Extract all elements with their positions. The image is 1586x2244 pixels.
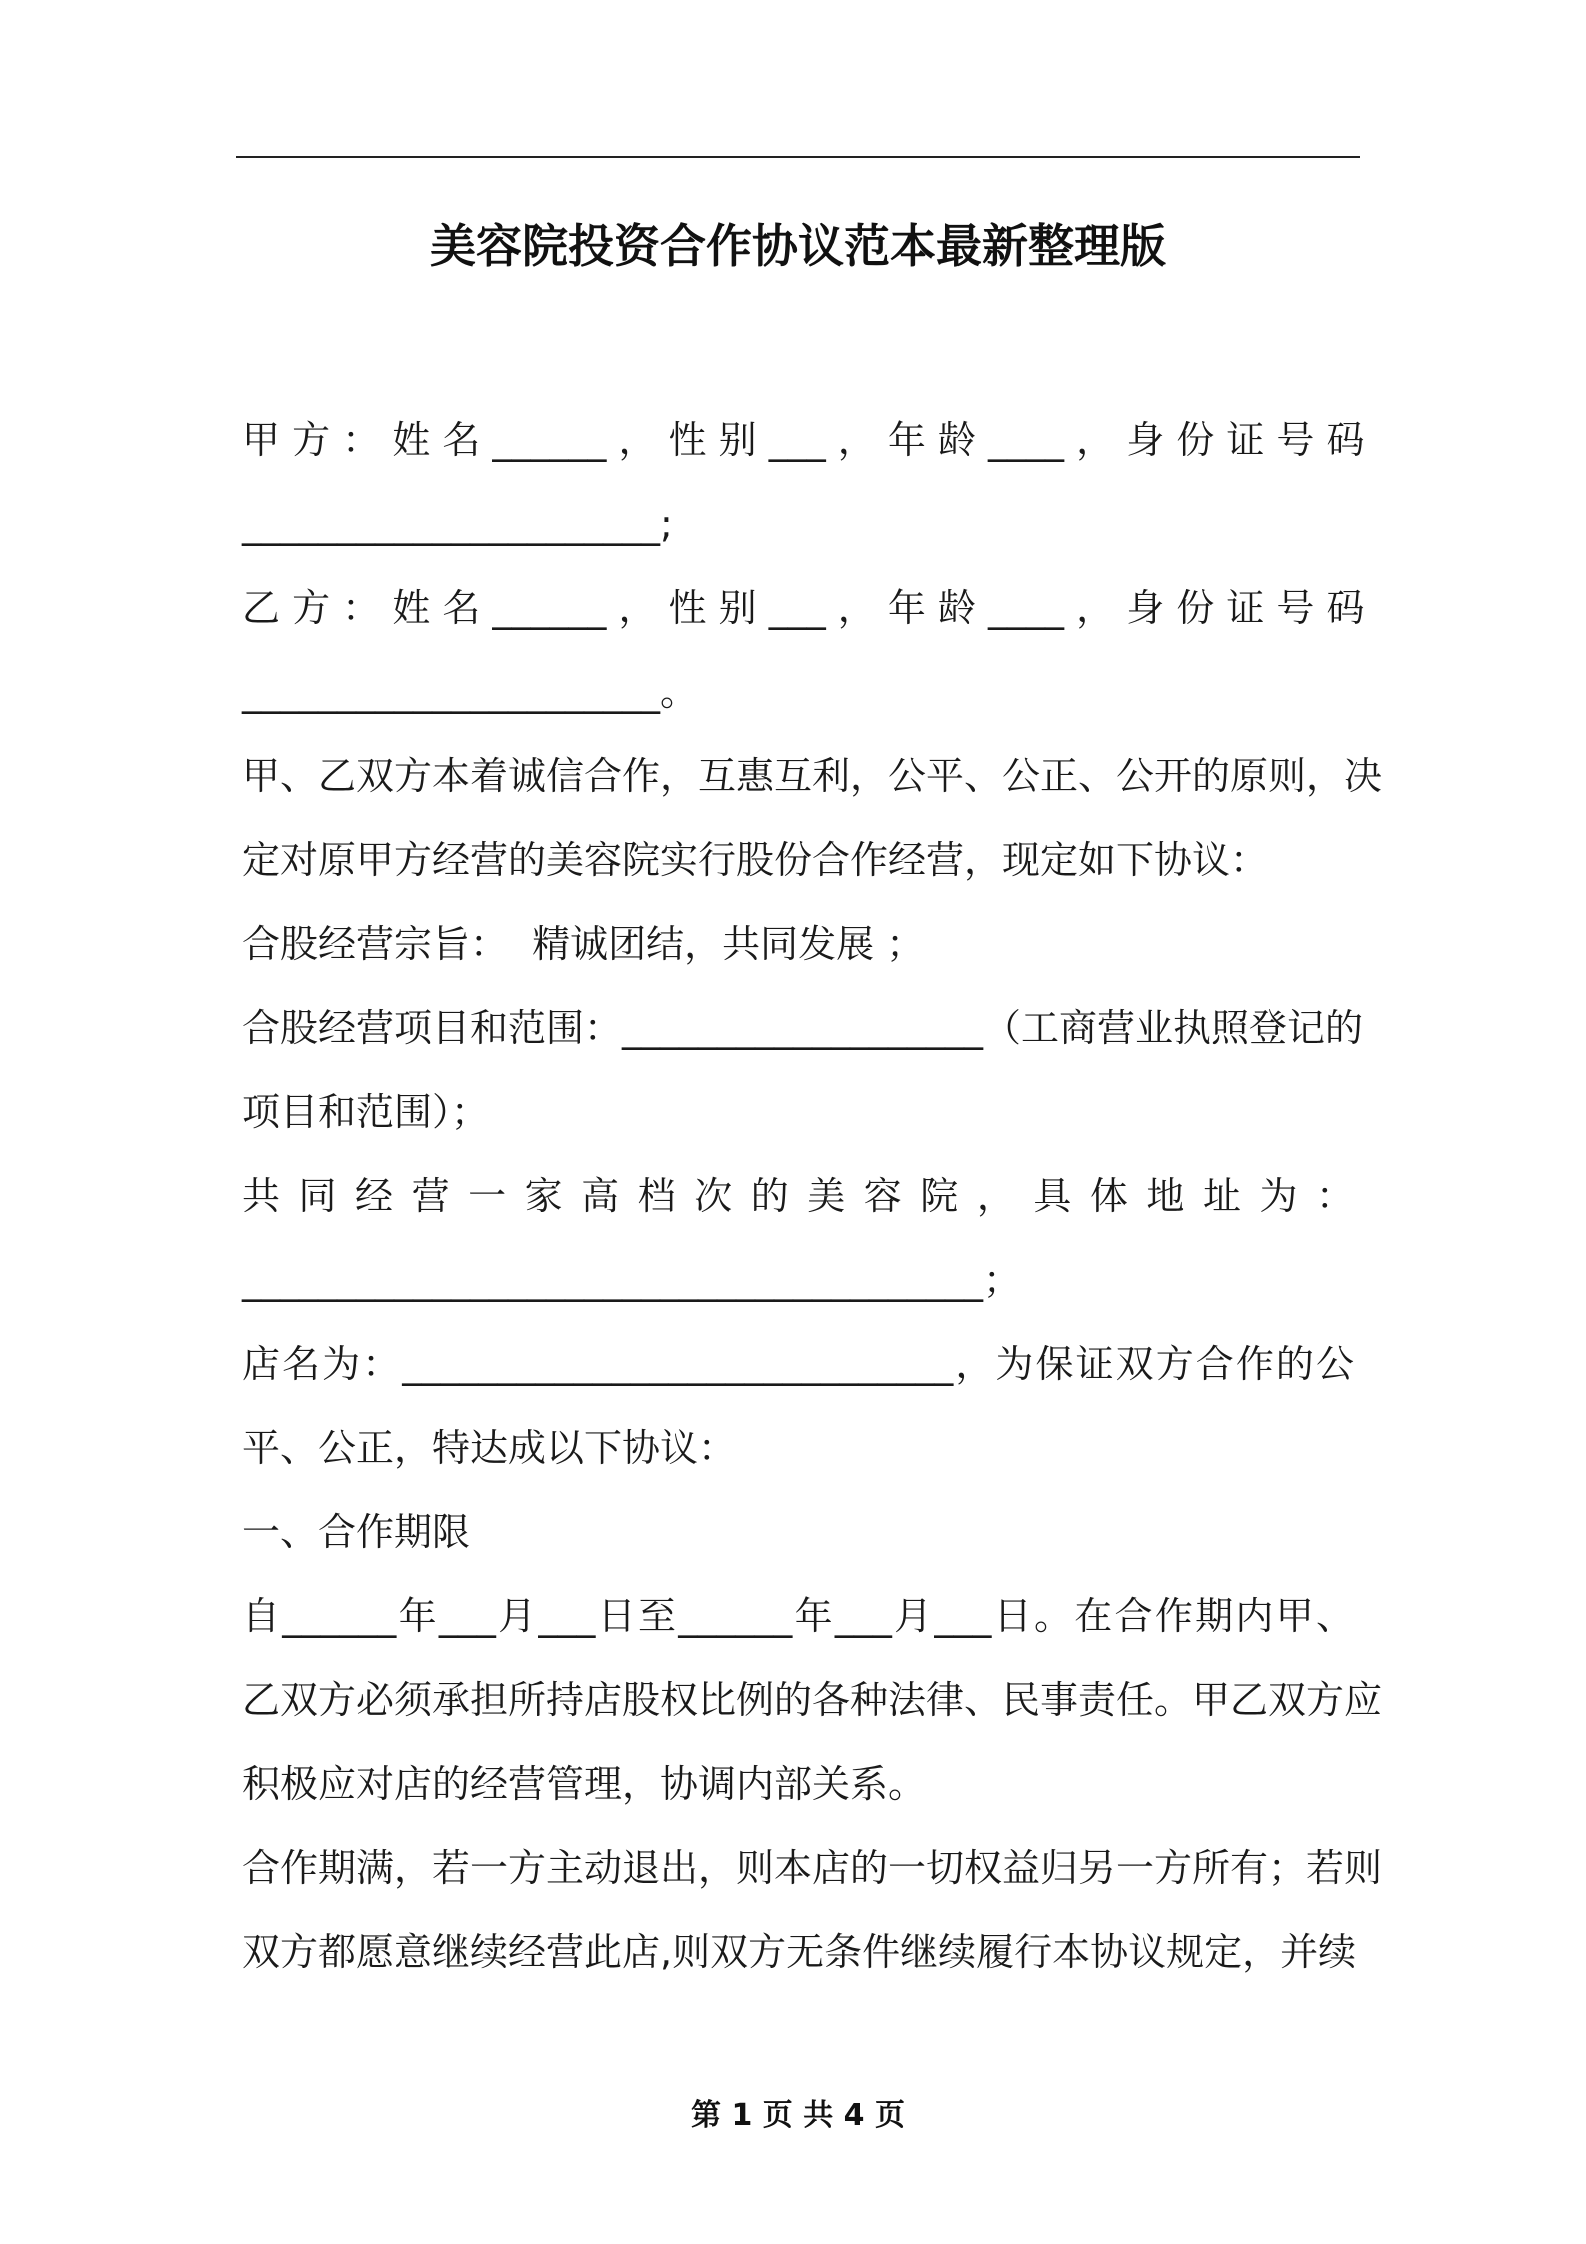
scope-line: 合股经营项目和范围：___________________（工商营业执照登记的 (242, 1006, 1364, 1050)
paragraph-line: 合作期满，若一方主动退出，则本店的一切权益归另一方所有；若则 (242, 1846, 1383, 1890)
purpose-line: 合股经营宗旨： 精诚团结，共同发展 ； (242, 922, 925, 966)
section-heading: 一、合作期限 (242, 1510, 471, 1554)
address-line: 共 同 经 营 一 家 高 档 次 的 美 容 院 ， 具 体 地 址 为 ： (242, 1174, 1354, 1218)
paragraph-line: 平、公正，特达成以下协议： (242, 1426, 737, 1470)
paragraph-line: 积极应对店的经营管理，协调内部关系。 (242, 1762, 927, 1806)
store-name-line: 店名为：_____________________________，为保证双方合作的公 (242, 1342, 1354, 1386)
party-a-line: 甲 方 ： 姓 名 ______ ， 性 别 ___ ， 年 龄 ____ ， 身 份 证 号 码 (242, 418, 1365, 462)
party-b-line: 乙 方 ： 姓 名 ______ ， 性 别 ___ ， 年 龄 ____ ， 身 份 证 号 码 (242, 586, 1365, 630)
party-b-id-line: ______________________。 (242, 670, 699, 714)
scope-line: 项目和范围）； (242, 1090, 490, 1134)
header-rule (236, 156, 1360, 158)
address-blank-line: _______________________________________； (242, 1258, 1022, 1302)
paragraph-line: 甲、乙双方本着诚信合作，互惠互利，公平、公正、公开的原则，决 (242, 754, 1383, 798)
document-title: 美容院投资合作协议范本最新整理版 (430, 219, 1166, 273)
party-a-id-line: ______________________; (242, 502, 673, 546)
paragraph-line: 乙双方必须承担所持店股权比例的各种法律、民事责任。甲乙双方应 (242, 1678, 1383, 1722)
paragraph-line: 自______年___月___日至______年___月___日。在合作期内甲、 (242, 1594, 1354, 1638)
page-indicator: 第 1 页 共 4 页 (691, 2098, 905, 2133)
paragraph-line: 双方都愿意继续经营此店,则双方无条件继续履行本协议规定，并续 (242, 1930, 1357, 1974)
paragraph-line: 定对原甲方经营的美容院实行股份合作经营，现定如下协议： (242, 838, 1269, 882)
